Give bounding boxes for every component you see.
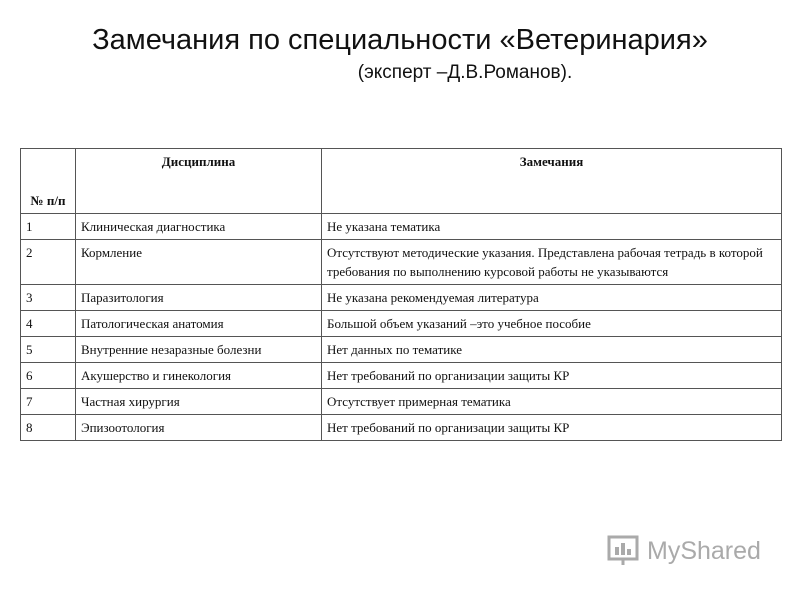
slide-subtitle bbox=[0, 62, 800, 84]
row-num: 6 bbox=[21, 363, 76, 389]
table-row bbox=[21, 285, 782, 311]
table-row bbox=[21, 389, 782, 415]
row-remark: Не указана тематика bbox=[322, 214, 782, 240]
row-discipline: Внутренние незаразные болезни bbox=[76, 337, 322, 363]
row-num: 2 bbox=[21, 240, 76, 285]
header-discipline: Дисциплина bbox=[76, 149, 322, 214]
myshared-logo-icon bbox=[607, 535, 641, 567]
row-remark: Не указана рекомендуемая литература bbox=[322, 285, 782, 311]
slide-title: Замечания по специальности «Ветеринария» bbox=[92, 24, 708, 56]
expert-name: (эксперт –Д.В.Романов). bbox=[357, 62, 573, 83]
row-remark: Отсутствуют методические указания. Представлена рабочая тетрадь в которой требования по выполнению курсовой работы не указываются bbox=[322, 240, 782, 285]
header-num: № п/п bbox=[21, 149, 76, 214]
row-num: 8 bbox=[21, 415, 76, 441]
row-num: 3 bbox=[21, 285, 76, 311]
row-discipline: Кормление bbox=[76, 240, 322, 285]
row-discipline: Эпизоотология bbox=[76, 415, 322, 441]
table-row bbox=[21, 311, 782, 337]
row-discipline: Патологическая анатомия bbox=[76, 311, 322, 337]
watermark-logo bbox=[607, 535, 761, 567]
row-remark: Нет требований по организации защиты КР bbox=[322, 363, 782, 389]
table-row bbox=[21, 214, 782, 240]
row-discipline: Клиническая диагностика bbox=[76, 214, 322, 240]
table-header-row bbox=[21, 149, 782, 214]
remarks-table bbox=[20, 148, 782, 441]
row-num: 4 bbox=[21, 311, 76, 337]
table-row bbox=[21, 240, 782, 285]
row-remark: Нет требований по организации защиты КР bbox=[322, 415, 782, 441]
row-num: 5 bbox=[21, 337, 76, 363]
table-row bbox=[21, 415, 782, 441]
row-remark: Большой объем указаний –это учебное пособие bbox=[322, 311, 782, 337]
header-remarks: Замечания bbox=[322, 149, 782, 214]
row-remark: Нет данных по тематике bbox=[322, 337, 782, 363]
row-discipline: Паразитология bbox=[76, 285, 322, 311]
table-row bbox=[21, 363, 782, 389]
row-discipline: Акушерство и гинекология bbox=[76, 363, 322, 389]
row-remark: Отсутствует примерная тематика bbox=[322, 389, 782, 415]
row-discipline: Частная хирургия bbox=[76, 389, 322, 415]
watermark-text: MyShared bbox=[647, 536, 761, 565]
row-num: 7 bbox=[21, 389, 76, 415]
table-row bbox=[21, 337, 782, 363]
row-num: 1 bbox=[21, 214, 76, 240]
